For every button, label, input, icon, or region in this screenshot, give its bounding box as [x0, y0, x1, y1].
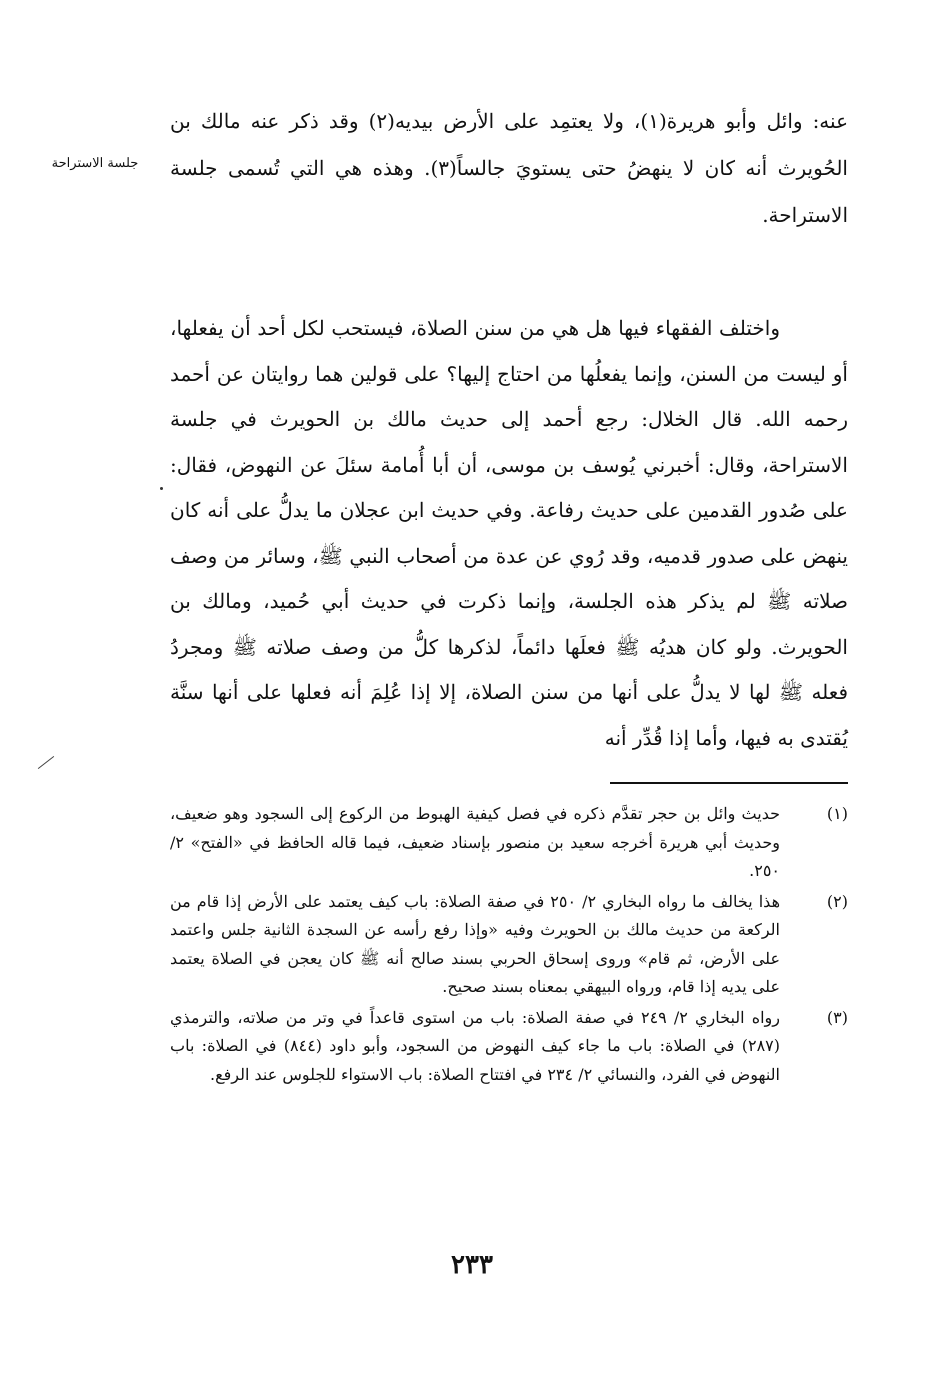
- footnote-number: (٢): [826, 891, 848, 911]
- footnote-text: هذا يخالف ما رواه البخاري ٢/ ٢٥٠ في صفة الصلاة: باب كيف يعتمد على الأرض إذا قام من الركعة من حديث مالك بن الحويرث وفيه «وإذا رفع رأسه عن السجدة الثانية جلس واعتمد على الأرض، ثم قام» وروى إسحاق الحربي بسند صالح أنه ﷺ كان يعجن في الصلاة يعتمد على يديه إذا قام، ورواه البيهقي بمعناه بسند صحيح.: [170, 891, 781, 996]
- margin-heading: جلسة الاستراحة: [51, 156, 139, 171]
- footnote-text: حديث وائل بن حجر تقدَّم ذكره في فصل كيفية الهبوط من الركوع إلى السجود وهو ضعيف، وحديث أبي هريرة أخرجه سعيد بن منصور بإسناد ضعيف، فيما قاله الحافظ في «الفتح» ٢/ ٢٥٠.: [170, 804, 780, 880]
- footnote-item: [170, 1004, 852, 1090]
- footnote-item: [170, 800, 852, 886]
- intro-paragraph: [170, 98, 848, 239]
- footnote-text: رواه البخاري ٢/ ٢٤٩ في صفة الصلاة: باب من استوى قاعداً في وتر من صلاته، والترمذي (٢٨٧) في الصلاة: باب ما جاء كيف النهوض من السجود، وأبو داود (٨٤٤) في الصلاة: باب النهوض في الفرد، والنسائي ٢/ ٢٣٤ في افتتاح الصلاة: باب الاستواء للجلوس عند الرفع.: [170, 1007, 781, 1084]
- footnote-number: (١): [826, 804, 848, 823]
- footnote-number: (٣): [826, 1007, 848, 1027]
- footnote-item: [170, 888, 852, 1002]
- main-paragraph: [170, 306, 848, 761]
- stray-pen-mark: [38, 756, 54, 769]
- main-text: واختلف الفقهاء فيها هل هي من سنن الصلاة، فيستحب لكل أحد أن يفعلها، أو ليست من السنن، وإنما يفعلُها من احتاج إليها؟ على قولين هما روايتان عن أحمد رحمه الله. قال الخلال: رجع أحمد إلى حديث مالك بن الحويرث في جلسة الاستراحة، وقال: أخبرني يُوسف بن موسى، أن أبا أُمامة سئلَ عن النهوض، فقال: على صُدور القدمين على حديث رفاعة. وفي حديث ابن عجلان ما يدلُّ على أنه كان ينهض على صدور قدميه، وقد رُوي عن عدة من أصحاب النبي ﷺ، وسائر من وصف صلاته ﷺ لم يذكر هذه الجلسة، وإنما ذكرت في حديث أبي حُميد، ومالك بن الحويرث. ولو كان هديُه ﷺ فعلَها دائماً، لذكرها كلُّ من وصف صلاته ﷺ ومجردُ فعله ﷺ لها لا يدلُّ على أنها من سنن الصلاة، إلا إذا عُلِمَ أنه فعلها على أنها سنَّة يُقتدى به فيها، وأما إذا قُدِّر أنه: [170, 316, 848, 750]
- footnotes: [170, 800, 852, 1091]
- stray-dot: [160, 487, 163, 490]
- intro-text: عنه: وائل وأبو هريرة(١)، ولا يعتمِد على الأرض بيديه(٢) وقد ذكر عنه مالك بن الحُويرث أنه كان لا ينهضُ حتى يستويَ جالساً(٣). وهذه هي التي تُسمى جلسة الاستراحة.: [170, 109, 848, 227]
- page-number: ٢٣٣: [451, 1250, 493, 1280]
- footnote-separator: [610, 782, 848, 784]
